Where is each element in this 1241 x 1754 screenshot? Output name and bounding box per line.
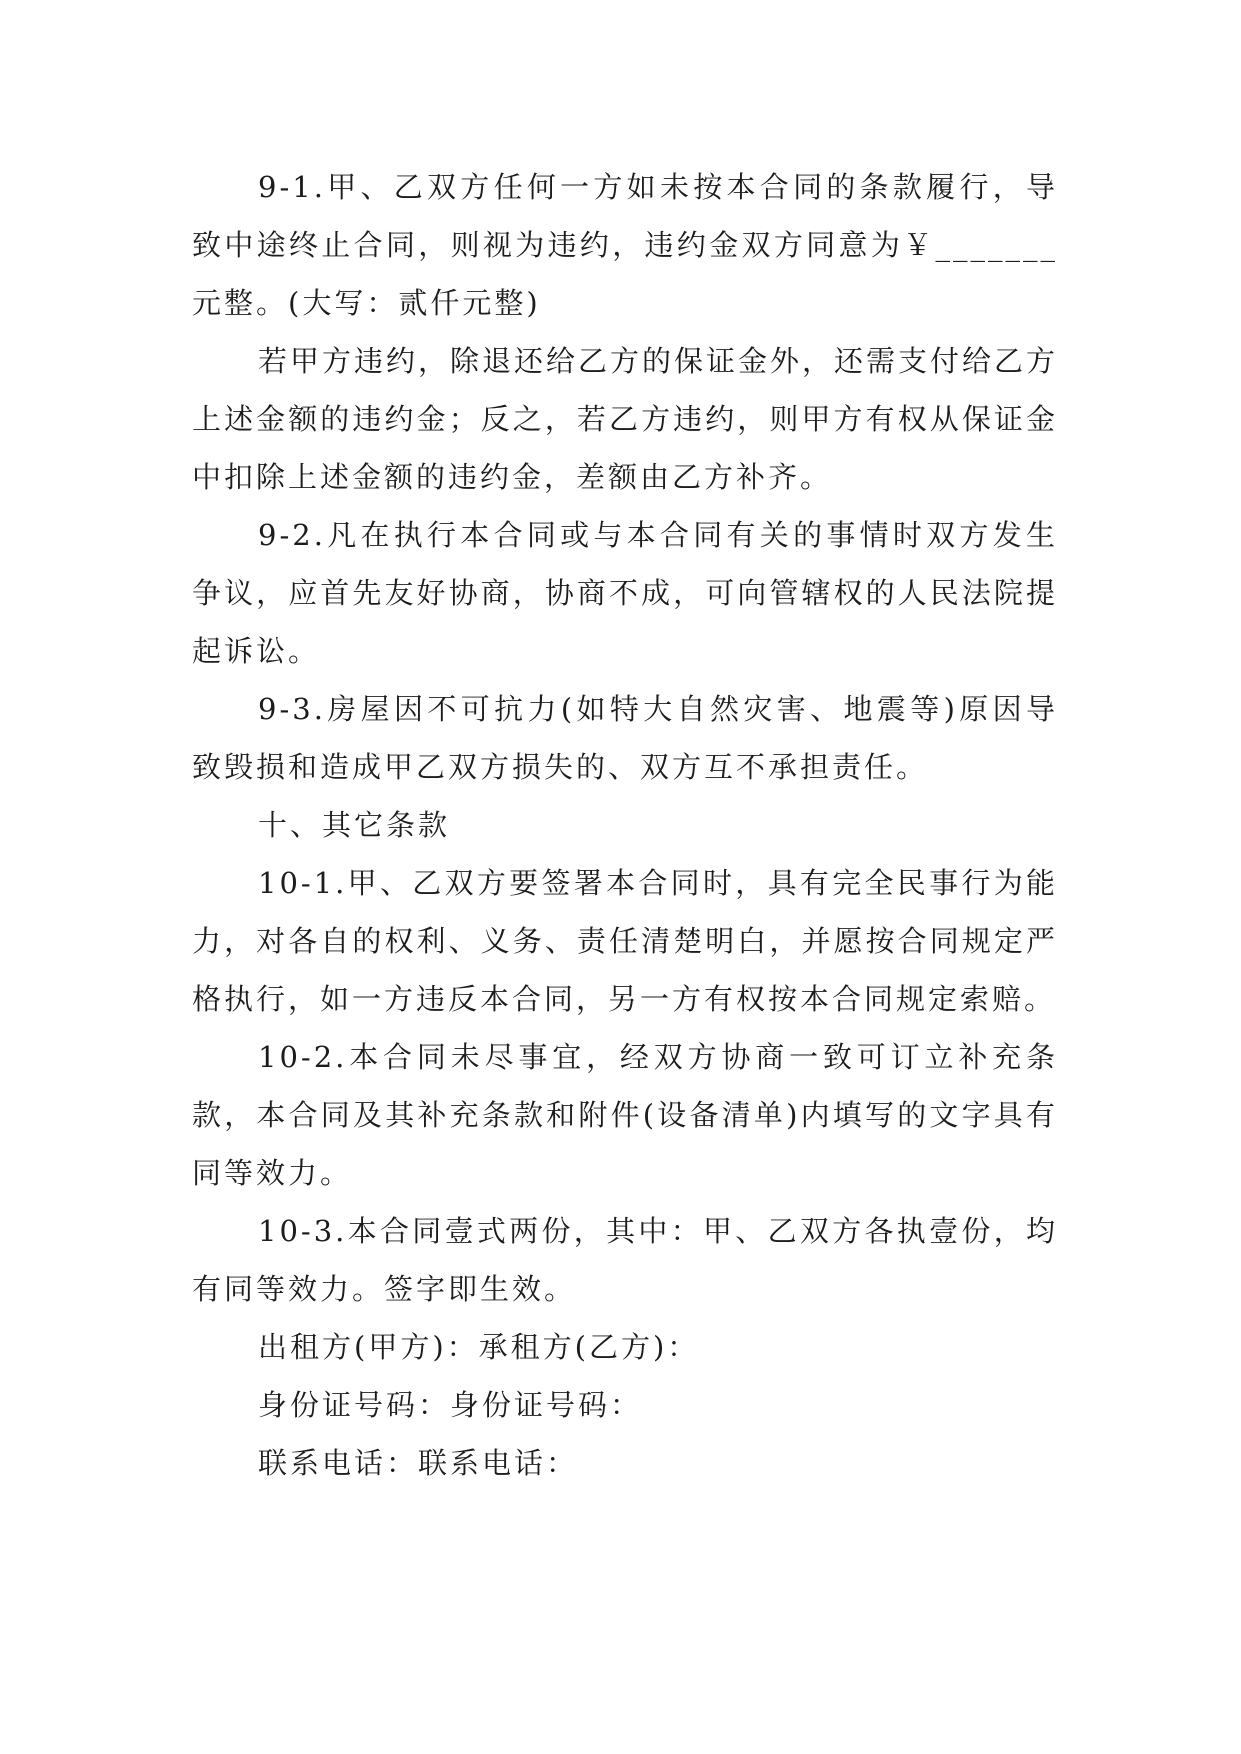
document-body	[192, 158, 1058, 1492]
signature-id-line: 身份证号码：身份证号码：	[258, 1388, 643, 1422]
clause-9-1-detail: 若甲方违约，除退还给乙方的保证金外，还需支付给乙方上述金额的违约金；反之，若乙方违约，则甲方有权从保证金中扣除上述金额的违约金，差额由乙方补齐。	[192, 344, 1059, 494]
clause-10-1: 10-1.甲、乙双方要签署本合同时，具有完全民事行为能力，对各自的权利、义务、责任清楚明白，并愿按合同规定严格执行，如一方违反本合同，另一方有权按本合同规定索赔。	[192, 866, 1058, 1016]
clause-10-2: 10-2.本合同未尽事宜，经双方协商一致可订立补充条款，本合同及其补充条款和附件(设备清单)内填写的文字具有同等效力。	[192, 1040, 1058, 1190]
section-heading-other-terms: 十、其它条款	[258, 808, 451, 842]
signature-phone-line: 联系电话：联系电话：	[258, 1446, 579, 1480]
clause-10-3: 10-3.本合同壹式两份，其中：甲、乙双方各执壹份，均有同等效力。签字即生效。	[192, 1214, 1058, 1306]
clause-9-2: 9-2.凡在执行本合同或与本合同有关的事情时双方发生争议，应首先友好协商，协商不成，可向管辖权的人民法院提起诉讼。	[192, 518, 1058, 668]
clause-9-3: 9-3.房屋因不可抗力(如特大自然灾害、地震等)原因导致毁损和造成甲乙双方损失的、双方互不承担责任。	[192, 692, 1058, 784]
clause-9-1: 9-1.甲、乙双方任何一方如未按本合同的条款履行，导致中途终止合同，则视为违约，违约金双方同意为￥_______元整。(大写：贰仟元整)	[192, 170, 1058, 320]
signature-parties-line: 出租方(甲方)：承租方(乙方)：	[258, 1330, 700, 1364]
